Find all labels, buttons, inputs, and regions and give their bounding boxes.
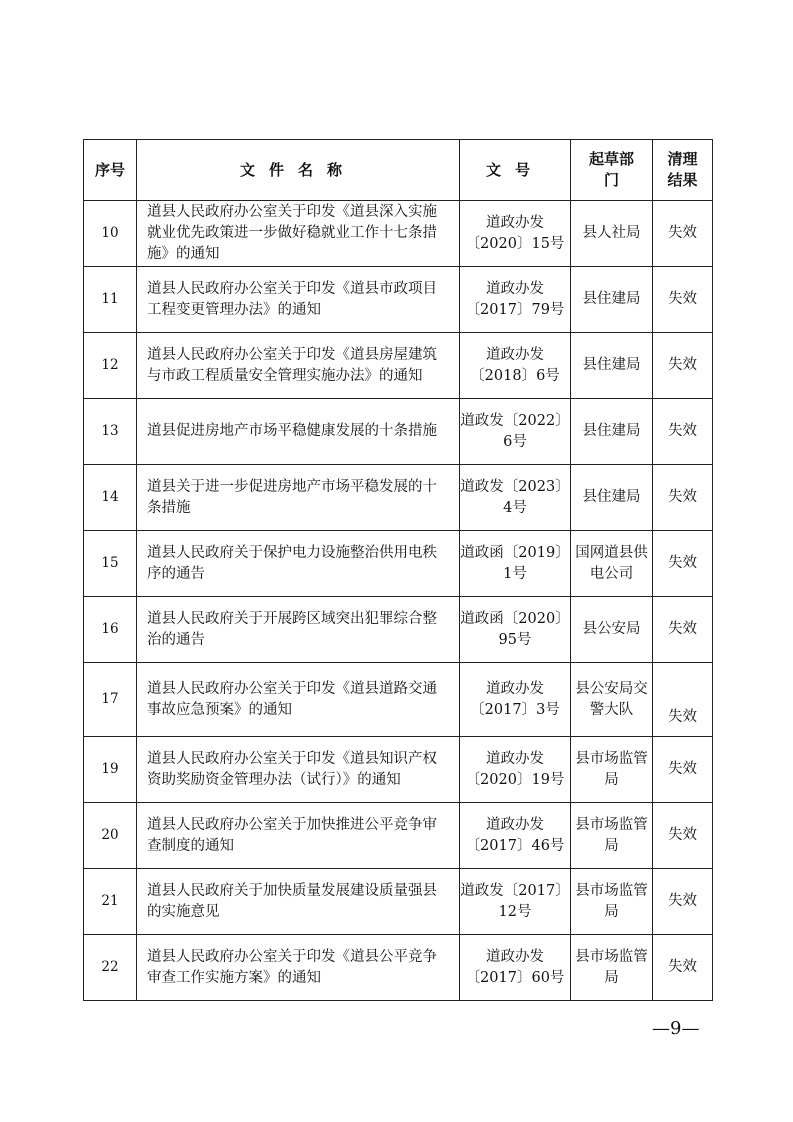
row-result: 失效 [653, 201, 713, 267]
row-dept: 县公安局 [571, 597, 653, 663]
row-name: 道县人民政府办公室关于印发《道县道路交通事故应急预案》的通知 [137, 663, 460, 737]
row-result: 失效 [653, 399, 713, 465]
table-row [84, 201, 713, 267]
row-seq: 12 [84, 333, 137, 399]
row-doc-no: 道政函〔2020〕95号 [460, 597, 571, 663]
row-seq: 17 [84, 663, 137, 737]
header-dept: 起草部门 [571, 140, 653, 201]
row-dept: 县人社局 [571, 201, 653, 267]
table-row [84, 869, 713, 935]
row-dept: 县住建局 [571, 399, 653, 465]
row-name: 道县人民政府关于开展跨区域突出犯罪综合整治的通告 [137, 597, 460, 663]
row-doc-no: 道政办发〔2017〕3号 [460, 663, 571, 737]
row-dept: 县市场监管局 [571, 935, 653, 1001]
row-seq: 20 [84, 803, 137, 869]
row-seq: 14 [84, 465, 137, 531]
row-dept: 县住建局 [571, 267, 653, 333]
table-row [84, 803, 713, 869]
row-result: 失效 [653, 663, 713, 737]
table-header-row [84, 140, 713, 201]
row-result: 失效 [653, 869, 713, 935]
table-row [84, 597, 713, 663]
page-number: —9— [652, 1018, 700, 1039]
header-result: 清理结果 [653, 140, 713, 201]
row-seq: 21 [84, 869, 137, 935]
document-table [83, 139, 713, 1001]
row-seq: 22 [84, 935, 137, 1001]
table-row [84, 399, 713, 465]
row-name: 道县关于进一步促进房地产市场平稳发展的十条措施 [137, 465, 460, 531]
header-seq: 序号 [84, 140, 137, 201]
row-dept: 县市场监管局 [571, 869, 653, 935]
row-dept: 国网道县供电公司 [571, 531, 653, 597]
row-name: 道县人民政府办公室关于印发《道县市政项目工程变更管理办法》的通知 [137, 267, 460, 333]
row-name: 道县促进房地产市场平稳健康发展的十条措施 [137, 399, 460, 465]
row-doc-no: 道政办发〔2020〕15号 [460, 201, 571, 267]
row-seq: 13 [84, 399, 137, 465]
row-dept: 县住建局 [571, 333, 653, 399]
row-name: 道县人民政府关于加快质量发展建设质量强县的实施意见 [137, 869, 460, 935]
row-result: 失效 [653, 737, 713, 803]
table-row [84, 531, 713, 597]
row-doc-no: 道政办发〔2020〕19号 [460, 737, 571, 803]
row-seq: 19 [84, 737, 137, 803]
row-dept: 县市场监管局 [571, 803, 653, 869]
row-name: 道县人民政府办公室关于加快推进公平竞争审查制度的通知 [137, 803, 460, 869]
table-row [84, 935, 713, 1001]
row-seq: 11 [84, 267, 137, 333]
row-seq: 15 [84, 531, 137, 597]
row-doc-no: 道政办发〔2017〕60号 [460, 935, 571, 1001]
table-row [84, 465, 713, 531]
row-doc-no: 道政办发〔2018〕6号 [460, 333, 571, 399]
table-row [84, 663, 713, 737]
row-doc-no: 道政发〔2023〕4号 [460, 465, 571, 531]
header-doc-no: 文号 [460, 140, 571, 201]
row-seq: 10 [84, 201, 137, 267]
row-doc-no: 道政办发〔2017〕46号 [460, 803, 571, 869]
table-row [84, 737, 713, 803]
row-name: 道县人民政府办公室关于印发《道县知识产权资助奖励资金管理办法（试行）》的通知 [137, 737, 460, 803]
row-dept: 县公安局交警大队 [571, 663, 653, 737]
row-doc-no: 道政函〔2019〕1号 [460, 531, 571, 597]
row-doc-no: 道政发〔2022〕6号 [460, 399, 571, 465]
table-row [84, 267, 713, 333]
row-name: 道县人民政府关于保护电力设施整治供用电秩序的通告 [137, 531, 460, 597]
row-name: 道县人民政府办公室关于印发《道县深入实施就业优先政策进一步做好稳就业工作十七条措施》的通知 [137, 201, 460, 267]
row-result: 失效 [653, 465, 713, 531]
row-doc-no: 道政发〔2017〕12号 [460, 869, 571, 935]
row-dept: 县市场监管局 [571, 737, 653, 803]
row-result: 失效 [653, 803, 713, 869]
row-result: 失效 [653, 267, 713, 333]
row-doc-no: 道政办发〔2017〕79号 [460, 267, 571, 333]
row-result: 失效 [653, 333, 713, 399]
row-name: 道县人民政府办公室关于印发《道县房屋建筑与市政工程质量安全管理实施办法》的通知 [137, 333, 460, 399]
table-row [84, 333, 713, 399]
row-result: 失效 [653, 531, 713, 597]
row-seq: 16 [84, 597, 137, 663]
row-result: 失效 [653, 935, 713, 1001]
row-name: 道县人民政府办公室关于印发《道县公平竞争审查工作实施方案》的通知 [137, 935, 460, 1001]
row-result: 失效 [653, 597, 713, 663]
row-dept: 县住建局 [571, 465, 653, 531]
header-name: 文件名称 [137, 140, 460, 201]
